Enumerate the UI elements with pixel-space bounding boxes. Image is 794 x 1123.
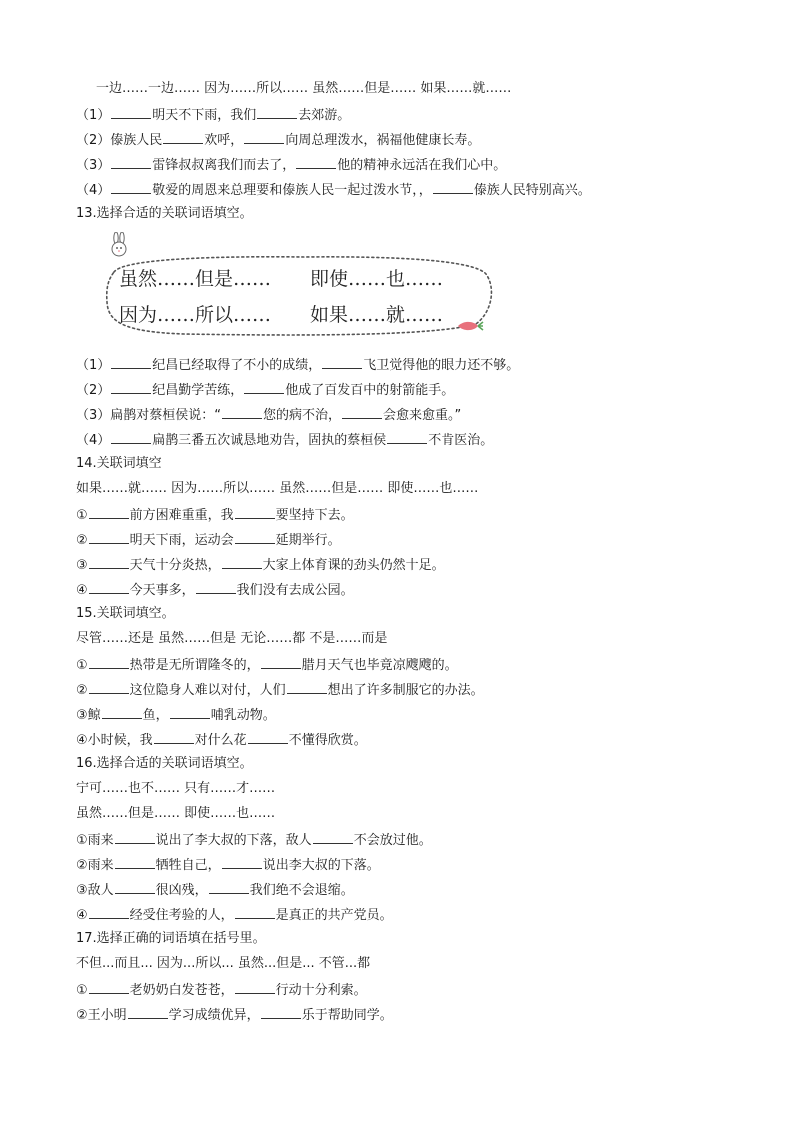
- blank-field[interactable]: [115, 880, 155, 894]
- blank-field[interactable]: [257, 105, 297, 119]
- blank-field[interactable]: [89, 530, 129, 544]
- item-text: 会愈来愈重。”: [383, 408, 462, 423]
- q12-item: [76, 180, 591, 200]
- item-text: 说出了李大叔的下落，敌人: [155, 833, 312, 848]
- blank-field[interactable]: [89, 555, 129, 569]
- item-text: 傣族人民特别高兴。: [473, 183, 591, 198]
- blank-field[interactable]: [111, 430, 151, 444]
- blank-field[interactable]: [248, 730, 288, 744]
- blank-field[interactable]: [115, 855, 155, 869]
- item-text: 向周总理泼水，祸福他健康长寿。: [285, 133, 481, 148]
- item-number: ④: [76, 908, 88, 923]
- item-text: 我们没有去成公园。: [236, 583, 354, 598]
- item-text: 很凶残，: [155, 883, 208, 898]
- item-text: 牺牲自己，: [155, 858, 221, 873]
- q17-item: [76, 1005, 393, 1025]
- item-number: ②: [76, 1008, 88, 1023]
- item-text: 哺乳动物。: [210, 708, 276, 723]
- item-number: ①: [76, 833, 88, 848]
- q12-options: 一边……一边…… 因为……所以…… 虽然……但是…… 如果……就……: [96, 81, 512, 96]
- item-text: 这位隐身人难以对付，人们: [129, 683, 286, 698]
- blank-field[interactable]: [222, 855, 262, 869]
- item-number: ④: [76, 733, 88, 748]
- bunny-icon: [108, 232, 130, 262]
- item-text: 扁鹊对蔡桓侯说：“: [110, 408, 222, 423]
- item-text: 傣族人民: [110, 133, 163, 148]
- q16-title: 16.选择合适的关联词语填空。: [76, 756, 253, 771]
- q13-item: [76, 355, 519, 375]
- item-text: 纪昌已经取得了不小的成绩，: [152, 358, 322, 373]
- item-text: 不会放过他。: [353, 833, 432, 848]
- item-number: ②: [76, 858, 88, 873]
- item-text: 大家上体育课的劲头仍然十足。: [262, 558, 445, 573]
- q12-item: [76, 105, 350, 125]
- blank-field[interactable]: [261, 655, 301, 669]
- q13-title: 13.选择合适的关联词语填空。: [76, 206, 253, 221]
- item-text: 天气十分炎热，: [129, 558, 221, 573]
- item-text: 敌人: [87, 883, 114, 898]
- item-text: 鲸: [87, 708, 101, 723]
- item-text: 不肯医治。: [428, 433, 494, 448]
- q15-item: [76, 730, 367, 750]
- item-number: ③: [76, 558, 88, 573]
- blank-field[interactable]: [235, 980, 275, 994]
- blank-field[interactable]: [111, 180, 151, 194]
- blank-field[interactable]: [115, 830, 155, 844]
- q13-item: [76, 405, 461, 425]
- item-text: 他的精神永远活在我们心中。: [337, 158, 507, 173]
- item-text: 经受住考验的人，: [129, 908, 234, 923]
- blank-field[interactable]: [209, 880, 249, 894]
- q12-item: [76, 155, 506, 175]
- item-text: 乐于帮助同学。: [301, 1008, 393, 1023]
- q16-item: [76, 855, 380, 875]
- item-text: 王小明: [87, 1008, 127, 1023]
- item-number: ②: [76, 533, 88, 548]
- item-text: 雨来: [87, 833, 114, 848]
- word-bank-pair: 即使……也……: [310, 268, 444, 290]
- q17-options: 不但...而且... 因为...所以... 虽然...但是... 不管...都: [76, 956, 371, 971]
- blank-field[interactable]: [235, 530, 275, 544]
- item-number: （3）: [76, 158, 111, 173]
- item-number: ①: [76, 508, 88, 523]
- q16-options: 虽然……但是…… 即使……也……: [76, 806, 276, 821]
- blank-field[interactable]: [222, 555, 262, 569]
- item-number: ②: [76, 683, 88, 698]
- q13-item: [76, 380, 454, 400]
- item-text: 说出李大叔的下落。: [262, 858, 380, 873]
- blank-field[interactable]: [111, 380, 151, 394]
- blank-field[interactable]: [89, 905, 129, 919]
- item-text: 热带是无所谓隆冬的，: [129, 658, 260, 673]
- item-text: 去郊游。: [298, 108, 351, 123]
- q15-item: [76, 680, 484, 700]
- blank-field[interactable]: [89, 505, 129, 519]
- item-text: 腊月天气也毕竟凉飕飕的。: [301, 658, 458, 673]
- blank-field[interactable]: [196, 580, 236, 594]
- q15-title: 15.关联词填空。: [76, 606, 175, 621]
- blank-field[interactable]: [170, 705, 210, 719]
- blank-field[interactable]: [89, 580, 129, 594]
- item-text: 不懂得欣赏。: [288, 733, 367, 748]
- q14-title: 14.关联词填空: [76, 456, 162, 471]
- item-number: ③: [76, 883, 88, 898]
- blank-field[interactable]: [296, 155, 336, 169]
- q17-title: 17.选择正确的词语填在括号里。: [76, 931, 266, 946]
- word-bank-pair: 因为……所以……: [119, 304, 272, 326]
- blank-field[interactable]: [89, 680, 129, 694]
- blank-field[interactable]: [222, 405, 262, 419]
- blank-field[interactable]: [287, 680, 327, 694]
- q14-item: [76, 530, 341, 550]
- blank-field[interactable]: [89, 655, 129, 669]
- blank-field[interactable]: [322, 355, 362, 369]
- blank-field[interactable]: [342, 405, 382, 419]
- q14-options: 如果……就…… 因为……所以…… 虽然……但是…… 即使……也……: [76, 481, 479, 496]
- blank-field[interactable]: [387, 430, 427, 444]
- q13-item: [76, 430, 493, 450]
- item-text: 学习成绩优异，: [168, 1008, 260, 1023]
- item-number: （1）: [76, 108, 111, 123]
- q15-item: [76, 655, 458, 675]
- blank-field[interactable]: [111, 355, 151, 369]
- blank-field[interactable]: [89, 980, 129, 994]
- item-number: ①: [76, 983, 88, 998]
- item-number: （4）: [76, 183, 111, 198]
- item-text: 飞卫觉得他的眼力还不够。: [363, 358, 520, 373]
- q14-item: [76, 580, 354, 600]
- item-text: 明天下雨，运动会: [129, 533, 234, 548]
- item-text: 雨来: [87, 858, 114, 873]
- item-text: 他成了百发百中的射箭能手。: [285, 383, 455, 398]
- item-number: （4）: [76, 433, 111, 448]
- item-text: 今天事多，: [129, 583, 195, 598]
- blank-field[interactable]: [244, 130, 284, 144]
- item-text: 扁鹊三番五次诚恳地劝告，固执的蔡桓侯: [152, 433, 387, 448]
- item-text: 要坚持下去。: [275, 508, 354, 523]
- item-number: ①: [76, 658, 88, 673]
- item-text: 对什么花: [194, 733, 247, 748]
- word-bank-pair: 如果……就……: [310, 304, 444, 326]
- item-text: 小时候，我: [87, 733, 153, 748]
- blank-field[interactable]: [261, 1005, 301, 1019]
- q16-item: [76, 880, 354, 900]
- item-text: 欢呼，: [204, 133, 244, 148]
- item-text: 想出了许多制服它的办法。: [327, 683, 484, 698]
- item-text: 前方困难重重，我: [129, 508, 234, 523]
- item-text: 我们绝不会退缩。: [249, 883, 354, 898]
- q16-item: [76, 905, 393, 925]
- blank-field[interactable]: [433, 180, 473, 194]
- blank-field[interactable]: [154, 730, 194, 744]
- item-text: 雷锋叔叔离我们而去了，: [152, 158, 296, 173]
- q14-item: [76, 555, 445, 575]
- item-number: （1）: [76, 358, 111, 373]
- blank-field[interactable]: [235, 905, 275, 919]
- carrot-icon: [456, 318, 484, 338]
- blank-field[interactable]: [235, 505, 275, 519]
- item-number: （3）: [76, 408, 111, 423]
- blank-field[interactable]: [128, 1005, 168, 1019]
- blank-field[interactable]: [313, 830, 353, 844]
- item-number: ③: [76, 708, 88, 723]
- blank-field[interactable]: [111, 155, 151, 169]
- item-text: 纪昌勤学苦练，: [152, 383, 244, 398]
- q15-options: 尽管……还是 虽然……但是 无论……都 不是……而是: [76, 631, 388, 646]
- item-text: 明天不下雨，我们: [152, 108, 257, 123]
- blank-field[interactable]: [244, 380, 284, 394]
- q16-item: [76, 830, 432, 850]
- q14-item: [76, 505, 354, 525]
- q15-item: [76, 705, 276, 725]
- item-number: （2）: [76, 133, 111, 148]
- item-text: 敬爱的周恩来总理要和傣族人民一起过泼水节，，: [152, 183, 432, 198]
- item-text: 延期举行。: [275, 533, 341, 548]
- blank-field[interactable]: [163, 130, 203, 144]
- item-number: ④: [76, 583, 88, 598]
- item-text: 鱼，: [142, 708, 169, 723]
- word-bank-pair: 虽然……但是……: [119, 268, 272, 290]
- item-number: （2）: [76, 383, 111, 398]
- item-text: 老奶奶白发苍苍，: [129, 983, 234, 998]
- item-text: 您的病不治，: [263, 408, 342, 423]
- blank-field[interactable]: [102, 705, 142, 719]
- item-text: 是真正的共产党员。: [275, 908, 393, 923]
- q12-item: [76, 130, 480, 150]
- item-text: 行动十分利索。: [275, 983, 367, 998]
- blank-field[interactable]: [111, 105, 151, 119]
- q17-item: [76, 980, 367, 1000]
- q16-options: 宁可……也不…… 只有……才……: [76, 781, 276, 796]
